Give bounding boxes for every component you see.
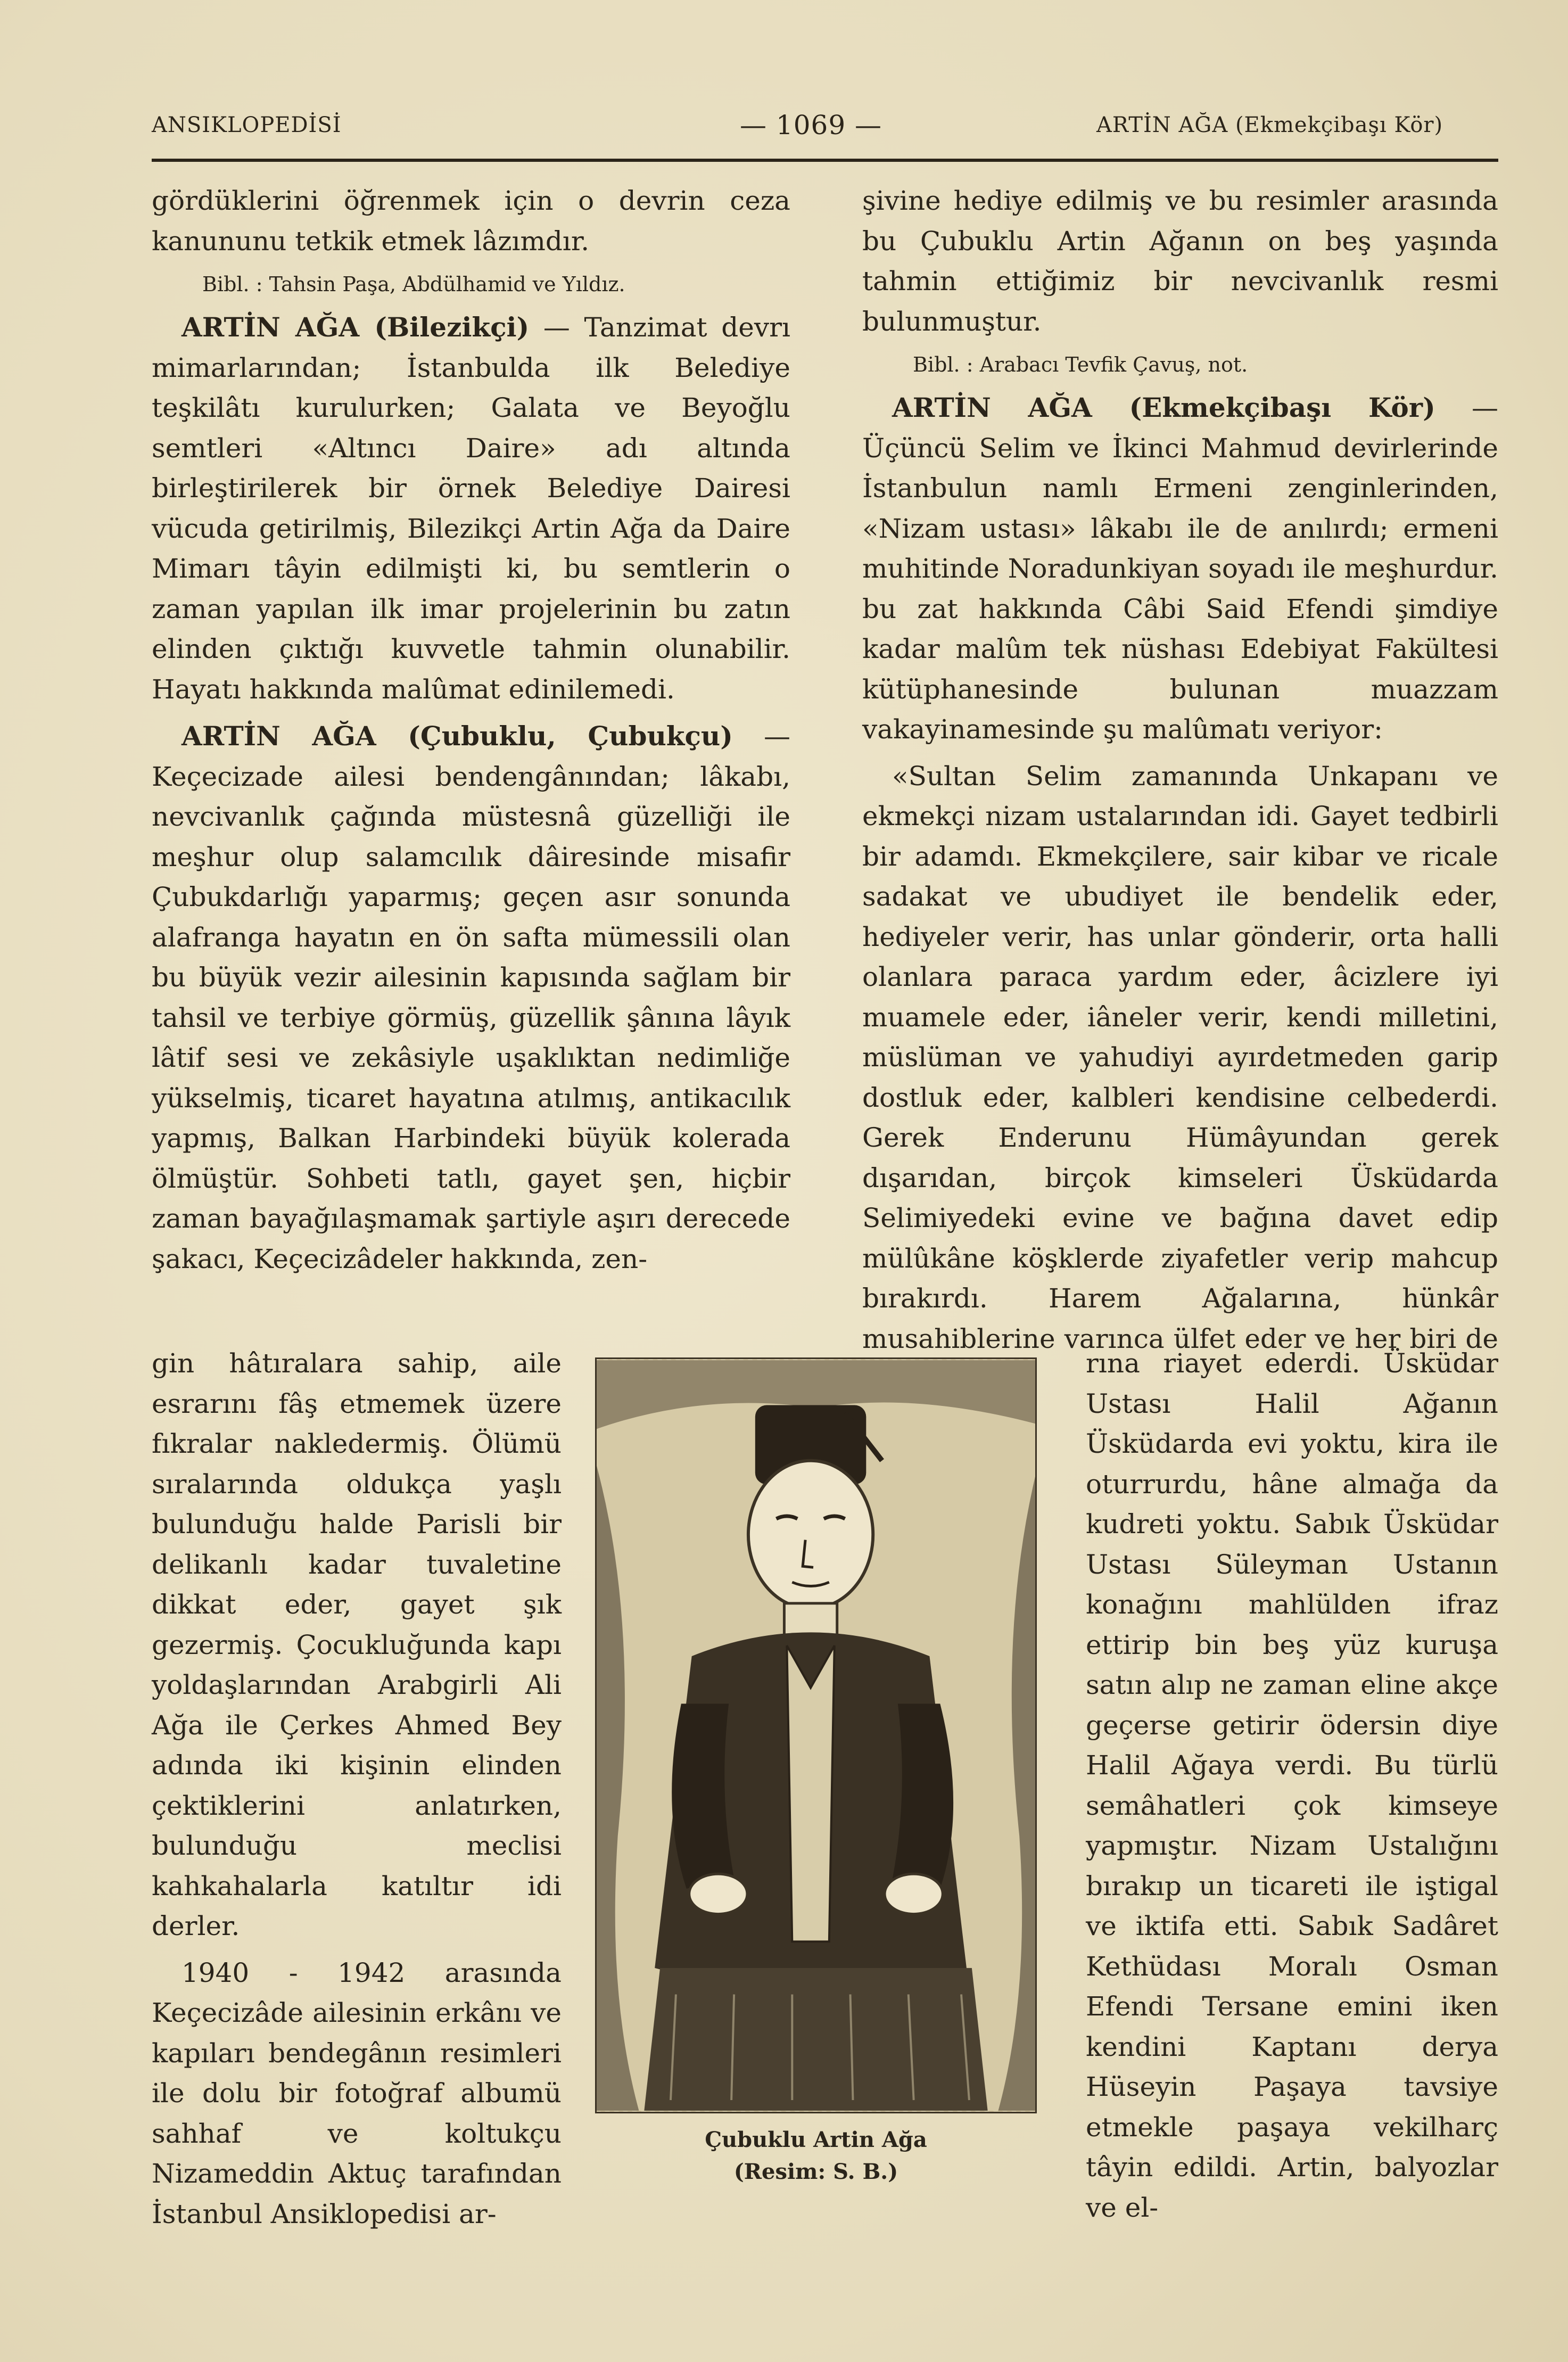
paragraph-continuation: şivine hediye edilmiş ve bu resimler arasında bu Çubuklu Artin Ağanın on beş yaşında tahmin ettiğimiz bir nevcivanlık resmi bulunmuştur. bbox=[862, 185, 1498, 337]
caption-title: Çubuklu Artin Ağa bbox=[705, 2127, 927, 2152]
entry-body: — Tanzimat devrı mimarlarından; İstanbulda ilk Belediye teşkilâtı kurulurken; Galata ve Beyoğlu semtleri «Altıncı Daire» adı altında birleştirilerek bir örnek Belediye Dairesi vücuda getirilmiş, Bilezikçi Artin Ağa da Daire Mimarı tâyin edilmişti ki, bu semtlerin o zaman yapılan ilk imar projelerinin bu zatın elinden çıktığı kuvvetle tahmin olunabilir. Hayatı hakkında malûmat edinilemedi. bbox=[152, 312, 791, 705]
left-column bbox=[152, 181, 790, 1279]
caption-credit: (Resim: S. B.) bbox=[733, 2159, 898, 2184]
portrait-illustration bbox=[595, 1357, 1037, 2113]
portrait-drawing bbox=[597, 1359, 1035, 2112]
quotation: «Sultan Selim zamanında Unkapanı ve ekmekçi nizam ustalarından idi. Gayet tedbirli bir adamdı. Ekmekçilere, sair kibar ve ricale sadakat ve ubudiyet ile bendelik eder, hediyeler verir, has unlar gönderir, orta halli olanlara paraca yardım eder, âcizlere iyi muamele eder, iâneler verir, kendi milletini, müslüman ve yahudiyi ayırdetmeden garip dostluk eder, kalbleri kendisine celbederdi. Gerek Enderunu Hümâyundan gerek dışarıdan, birçok kimseleri Üsküdarda Selimiyedeki evine ve bağına davet edip mülûkâne köşklerde ziyafetler verip mahcup bırakırdı. Harem Ağalarına, hünkâr musahiblerine varınca ülfet eder ve her biri de bbox=[862, 760, 1498, 1354]
entry-artin-aga-cubuklu bbox=[152, 716, 790, 1279]
paragraph-continuation: rına riayet ederdi. Üsküdar Ustası Halil Ağanın Üsküdarda evi yoktu, kira ile oturrurdu, hâne almağa da kudreti yoktu. Sabık Üsküdar Ustası Süleyman Ustanın konağını mahlülden ifraz ettirip bin beş yüz kuruşa satın alıp ne zaman eline akçe geçerse getirir ödersin diye Halil Ağaya verdi. Bu türlü semâhatleri çok kimseye yapmıştır. Nizam Ustalığını bırakıp un ticareti ile iştigal ve iktifa etti. Sabık Sadâret Kethüdası Moralı Osman Efendi Tersane emini iken kendini Kaptanı derya Hüseyin Paşaya tavsiye etmekle paşaya vekilharç tâyin edildi. Artin, balyozlar ve el- bbox=[1086, 1348, 1498, 2223]
running-header-right: ARTİN AĞA (Ekmekçibaşı Kör) bbox=[1096, 113, 1443, 137]
paragraph-continuation: gördüklerini öğrenmek için o devrin ceza kanununu tetkik etmek lâzımdır. bbox=[152, 185, 790, 257]
entry-artin-aga-ekmekcibasi bbox=[862, 388, 1498, 750]
entry-artin-aga-bilezikci bbox=[152, 307, 790, 710]
paragraph-continuation: gin hâtıralara sahip, aile esrarını fâş etmemek üzere fıkralar nakledermiş. Ölümü sıralarında oldukça yaşlı bulunduğu halde Parisli bir delikanlı kadar tuvaletine dikkat eder, gayet şık gezermiş. Çocukluğunda kapı yoldaşlarından Arabgirli Ali Ağa ile Çerkes Ahmed Bey adında iki kişinin elinden çektiklerini anlatırken, bulunduğu meclisi kahkahalarla katıltır idi derler. bbox=[152, 1348, 562, 1941]
right-column bbox=[862, 181, 1498, 1400]
page-number: — 1069 — bbox=[740, 110, 882, 141]
entry-body: — Keçecizade ailesi bendengânından; lâkabı, nevcivanlık çağında müstesnâ güzelliği ile meşhur olup salamcılık dâiresinde misafir Çubukdarlığı yaparmış; geçen asır sonunda alafranga hayatın en ön safta mümessili olan bu büyük vezir ailesinin kapısında sağlam bir tahsil ve terbiye görmüş, güzellik şânına lâyık lâtif sesi ve zekâsiyle uşaklıktan nedimliğe yükselmiş, ticaret hayatına atılmış, antikacılık yapmış, Balkan Harbindeki büyük kolerada ölmüştür. Sohbeti tatlı, gayet şen, hiçbir zaman bayağılaşmamak şartiyle aşırı derecede şakacı, Keçecizâdeler hakkında, zen- bbox=[152, 721, 790, 1274]
entry-heading: ARTİN AĞA (Çubuklu, Çubukçu) bbox=[181, 720, 733, 752]
entry-heading: ARTİN AĞA (Ekmekçibaşı Kör) bbox=[892, 392, 1435, 423]
bibliography-note: Bibl. : Tahsin Paşa, Abdülhamid ve Yıldız. bbox=[202, 273, 625, 296]
entry-heading: ARTİN AĞA (Bilezikçi) bbox=[181, 311, 530, 343]
header-rule bbox=[152, 159, 1498, 162]
running-header-left: ANSIKLOPEDİSİ bbox=[152, 113, 342, 137]
bibliography-note: Bibl. : Arabacı Tevfik Çavuş, not. bbox=[913, 353, 1248, 376]
entry-body: — Üçüncü Selim ve İkinci Mahmud devirlerinde İstanbulun namlı Ermeni zenginlerinden, «Nizam ustası» lâkabı ile de anılırdı; ermeni muhitinde Noradunkiyan soyadı ile meşhurdur. bu zat hakkında Câbi Said Efendi şimdiye kadar malûm tek nüshası Edebiyat Fakültesi kütüphanesinde bulunan muazzam vakayinamesinde şu malûmatı veriyor: bbox=[862, 392, 1498, 745]
right-column-narrow bbox=[1086, 1344, 1498, 2228]
left-column-narrow bbox=[152, 1344, 562, 2234]
paragraph: 1940 - 1942 arasında Keçecizâde ailesinin erkânı ve kapıları bendegânın resimleri ile dolu bir fotoğraf albumü sahhaf ve koltukçu Nizameddin Aktuç tarafından İstanbul Ansiklopedisi ar- bbox=[152, 1957, 562, 2229]
figure-caption bbox=[595, 2124, 1037, 2188]
